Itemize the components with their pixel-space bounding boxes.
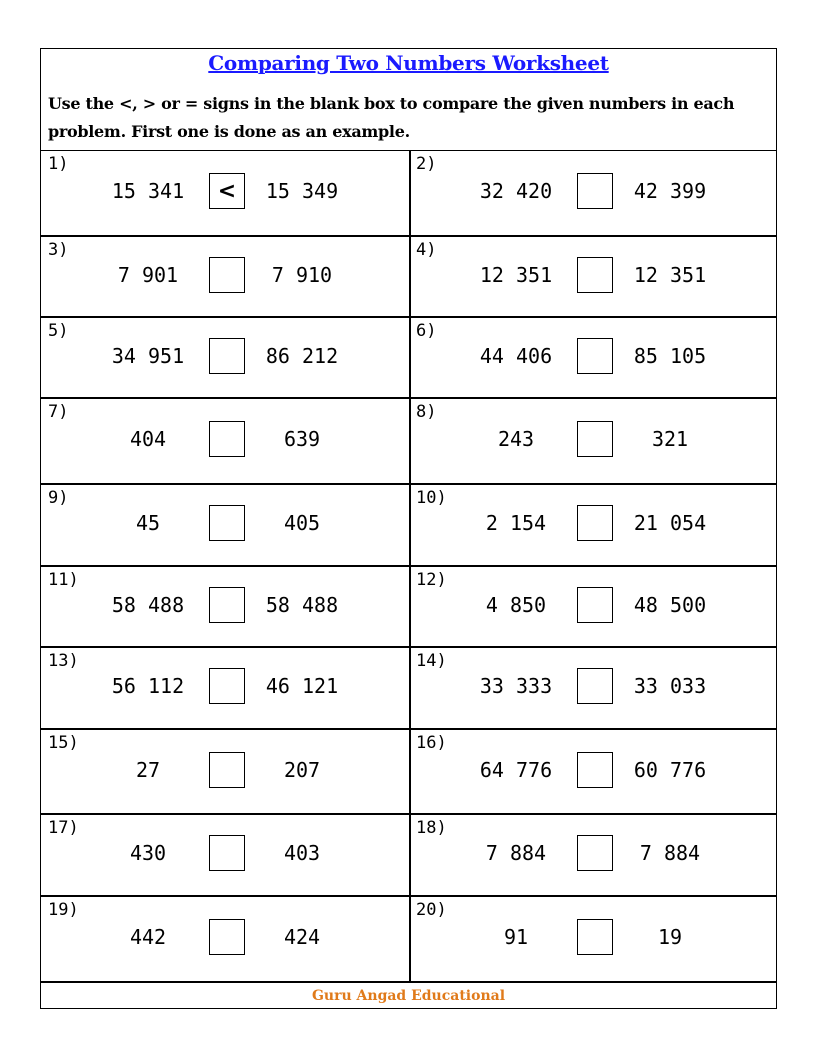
right-number: 60 776 [633,758,707,782]
answer-box[interactable] [209,752,245,788]
instructions-line-1: Use the <, > or = signs in the blank box to compare the given numbers in each [48,94,735,113]
left-number: 442 [129,925,167,949]
right-number: 19 [657,925,683,949]
problem-cell [409,897,776,983]
instructions-line-2: problem. First one is done as an example. [48,122,410,141]
right-number: 7 884 [639,841,701,865]
problem-cell [409,648,776,730]
answer-box[interactable] [209,919,245,955]
left-number: 243 [497,427,535,451]
problem-cell [41,399,411,485]
problem-number: 6) [416,321,437,341]
answer-box[interactable] [209,505,245,541]
right-number: 405 [283,511,321,535]
answer-box[interactable] [577,587,613,623]
problem-cell [41,815,411,897]
right-number: 424 [283,925,321,949]
problem-cell [41,151,411,237]
right-number: 86 212 [265,344,339,368]
problem-cell [41,730,411,815]
answer-box[interactable] [209,257,245,293]
problem-cell [409,151,776,237]
problem-number: 4) [416,240,437,260]
problem-number: 13) [48,651,79,671]
right-number: 639 [283,427,321,451]
left-number: 7 901 [117,263,179,287]
worksheet [40,48,777,1009]
problem-cell [409,815,776,897]
problem-cell [409,485,776,567]
problem-number: 5) [48,321,69,341]
right-number: 207 [283,758,321,782]
problem-cell [409,730,776,815]
problem-number: 3) [48,240,69,260]
answer-box[interactable] [577,257,613,293]
problem-cell [409,567,776,648]
right-number: 21 054 [633,511,707,535]
left-number: 12 351 [479,263,553,287]
left-number: 4 850 [485,593,547,617]
left-number: 15 341 [111,179,185,203]
problem-number: 15) [48,733,79,753]
problem-cell [409,318,776,399]
left-number: 34 951 [111,344,185,368]
answer-box[interactable] [577,919,613,955]
left-number: 404 [129,427,167,451]
problem-number: 7) [48,402,69,422]
problem-number: 12) [416,570,447,590]
problem-number: 14) [416,651,447,671]
right-number: 46 121 [265,674,339,698]
left-number: 2 154 [485,511,547,535]
problem-grid [41,150,776,983]
right-number: 48 500 [633,593,707,617]
problem-number: 1) [48,154,69,174]
answer-box[interactable] [577,752,613,788]
answer-box[interactable] [577,421,613,457]
answer-box[interactable] [577,505,613,541]
left-number: 32 420 [479,179,553,203]
answer-box[interactable]: < [209,173,245,209]
right-number: 403 [283,841,321,865]
problem-number: 8) [416,402,437,422]
problem-cell [41,897,411,983]
right-number: 7 910 [271,263,333,287]
answer-box[interactable] [209,421,245,457]
problem-number: 9) [48,488,69,508]
problem-number: 18) [416,818,447,838]
problem-cell [41,237,411,318]
left-number: 45 [135,511,161,535]
problem-number: 16) [416,733,447,753]
problem-cell [41,648,411,730]
instructions [48,90,773,146]
right-number: 33 033 [633,674,707,698]
problem-cell [41,567,411,648]
left-number: 44 406 [479,344,553,368]
problem-cell [409,237,776,318]
answer-box[interactable] [577,835,613,871]
answer-box[interactable] [577,668,613,704]
right-number: 42 399 [633,179,707,203]
left-number: 430 [129,841,167,865]
problem-number: 17) [48,818,79,838]
left-number: 33 333 [479,674,553,698]
problem-cell [409,399,776,485]
answer-box[interactable] [577,173,613,209]
problem-number: 19) [48,900,79,920]
right-number: 58 488 [265,593,339,617]
left-number: 91 [503,925,529,949]
problem-number: 10) [416,488,447,508]
problem-cell [41,318,411,399]
problem-cell [41,485,411,567]
answer-box[interactable] [209,587,245,623]
right-number: 85 105 [633,344,707,368]
answer-box[interactable] [209,338,245,374]
left-number: 7 884 [485,841,547,865]
problem-number: 11) [48,570,79,590]
left-number: 56 112 [111,674,185,698]
right-number: 321 [651,427,689,451]
right-number: 15 349 [265,179,339,203]
answer-box[interactable] [209,668,245,704]
left-number: 27 [135,758,161,782]
footer-credit: Guru Angad Educational [41,982,776,1009]
problem-number: 20) [416,900,447,920]
worksheet-title: Comparing Two Numbers Worksheet [208,51,609,75]
left-number: 64 776 [479,758,553,782]
answer-box[interactable] [209,835,245,871]
problem-number: 2) [416,154,437,174]
answer-box[interactable] [577,338,613,374]
left-number: 58 488 [111,593,185,617]
right-number: 12 351 [633,263,707,287]
